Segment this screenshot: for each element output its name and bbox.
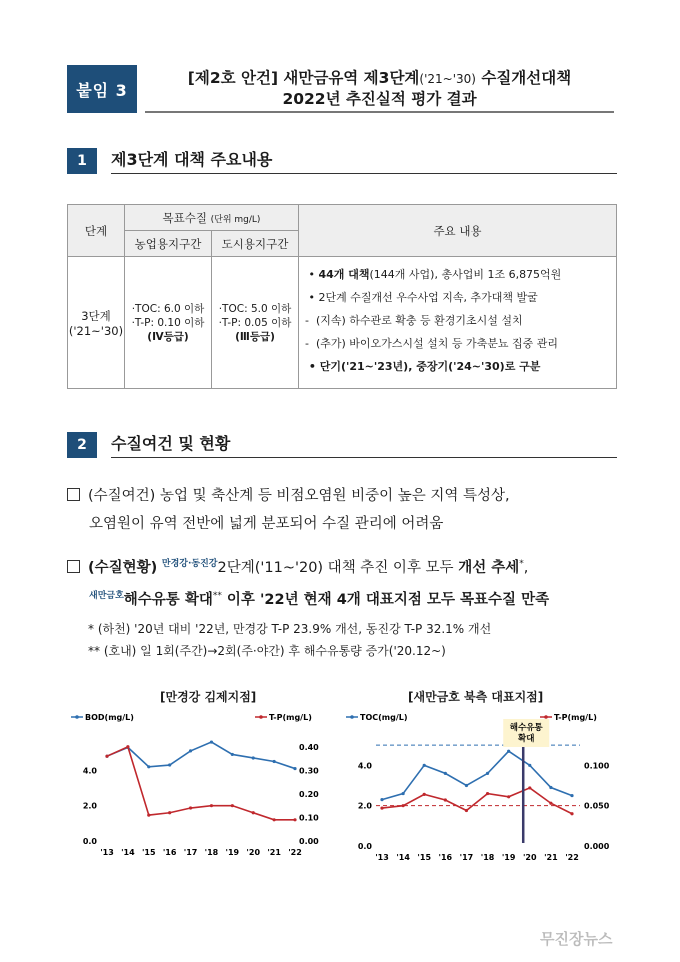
data-point <box>444 798 447 801</box>
paragraph-water-status: (수질현황) $^{만경강\cdot 동진강}$2단계('11~'20) 대책 추진 이후 모두 개선 추세*, $^{새만금호}$해수유통 확대** 이후 '22년 현재 4개 대표지점 모두 목표수질 만족 <box>67 550 627 614</box>
data-point <box>189 749 192 752</box>
paragraph-water-conditions: (수질여건) 농업 및 축산계 등 비점오염원 비중이 높은 지역 특성상, 오염원이 유역 전반에 넓게 분포되어 수질 관리에 어려움 <box>67 482 627 538</box>
left-tick-label: 2.0 <box>357 801 372 811</box>
document-title <box>145 65 614 113</box>
th-urban: 도시용지구간 <box>212 231 299 257</box>
data-point <box>252 756 255 759</box>
data-point <box>486 792 489 795</box>
data-point <box>549 802 552 805</box>
data-point <box>210 740 213 743</box>
x-tick-label: '17 <box>459 853 474 862</box>
stage-cell: 3단계 ('21~'30) <box>68 257 125 389</box>
x-tick-label: '19 <box>225 848 240 857</box>
data-point <box>444 772 447 775</box>
left-tick-label: 4.0 <box>357 761 372 771</box>
x-tick-label: '21 <box>544 853 558 862</box>
data-point <box>168 763 171 766</box>
right-tick-label: 0.30 <box>299 766 319 776</box>
data-point <box>423 793 426 796</box>
data-point <box>231 753 234 756</box>
x-tick-label: '18 <box>480 853 495 862</box>
data-point <box>252 811 255 814</box>
data-point <box>528 786 531 789</box>
content-subitem: - (추가) 바이오가스시설 설치 등 가축분뇨 집중 관리 <box>305 337 559 350</box>
data-point <box>147 813 150 816</box>
chart1-title: [만경강 김제지점] <box>160 690 257 704</box>
x-tick-label: '17 <box>183 848 198 857</box>
legend-label: T-P(mg/L) <box>269 713 312 722</box>
th-agri: 농업용지구간 <box>125 231 212 257</box>
measures-table <box>67 204 617 389</box>
data-point <box>380 806 383 809</box>
title-line-1: [제2호 안건] 새만금유역 제3단계('21~'30) 수질개선대책 <box>187 68 572 87</box>
data-point <box>210 804 213 807</box>
legend-label: T-P(mg/L) <box>554 713 597 722</box>
data-point <box>126 745 129 748</box>
legend-label: TOC(mg/L) <box>360 713 408 722</box>
agri-target-cell: ·TOC: 6.0 이하 ·T-P: 0.10 이하 (Ⅳ등급) <box>125 257 212 389</box>
footnote-2: ** (호내) 일 1회(주간)→2회(주·야간) 후 해수유통량 증가('20.12~) <box>88 644 446 658</box>
left-tick-label: 0.0 <box>357 842 372 851</box>
left-tick-label: 0.0 <box>82 837 97 846</box>
section-1-heading <box>67 148 617 174</box>
data-point <box>402 804 405 807</box>
section-number: 1 <box>67 148 97 174</box>
data-point <box>549 786 552 789</box>
section-2-heading <box>67 432 617 458</box>
data-point <box>423 764 426 767</box>
right-tick-label: 0.20 <box>299 789 319 799</box>
annotation-text: 해수유통 <box>509 723 543 733</box>
data-point <box>105 755 108 758</box>
data-point <box>507 795 510 798</box>
x-tick-label: '13 <box>375 853 389 862</box>
data-point <box>231 804 234 807</box>
left-tick-label: 4.0 <box>82 766 97 776</box>
annotation-text: 확대 <box>518 734 535 744</box>
content-bullet: • 단기('21~'23년), 중장기('24~'30)로 구분 <box>305 360 541 373</box>
right-tick-label: 0.00 <box>299 837 319 846</box>
urban-target-cell: ·TOC: 5.0 이하 ·T-P: 0.05 이하 (Ⅲ등급) <box>212 257 299 389</box>
section-number: 2 <box>67 432 97 458</box>
footnote-1: * (하천) '20년 대비 '22년, 만경강 T-P 23.9% 개선, 동진강 T-P 32.1% 개선 <box>88 622 492 636</box>
data-point <box>168 811 171 814</box>
data-point <box>465 784 468 787</box>
x-tick-label: '16 <box>162 848 177 857</box>
right-tick-label: 0.10 <box>299 813 319 823</box>
right-tick-label: 0.050 <box>584 801 610 811</box>
footnotes <box>88 618 491 662</box>
x-tick-label: '16 <box>438 853 453 862</box>
content-bullet: • 44개 대책(144개 사업), 총사업비 1조 6,875억원 <box>305 268 562 281</box>
x-tick-label: '14 <box>396 853 410 862</box>
data-point <box>570 812 573 815</box>
x-tick-label: '19 <box>501 853 516 862</box>
title-line-2: 2022년 추진실적 평가 결과 <box>282 89 477 108</box>
data-point <box>402 792 405 795</box>
chart2-title: [새만금호 북측 대표지점] <box>408 690 544 704</box>
left-tick-label: 2.0 <box>82 801 97 811</box>
x-tick-label: '15 <box>417 853 432 862</box>
section-title: 수질여건 및 현황 <box>111 432 617 458</box>
right-tick-label: 0.40 <box>299 742 319 752</box>
right-tick-label: 0.000 <box>584 842 610 851</box>
data-point <box>528 764 531 767</box>
x-tick-label: '22 <box>288 848 302 857</box>
data-point <box>189 806 192 809</box>
chart-saemangeum <box>340 705 620 865</box>
th-stage: 단계 <box>68 205 125 257</box>
series-line <box>382 751 572 799</box>
content-subitem: - (지속) 하수관로 확충 등 환경기초시설 설치 <box>305 314 523 327</box>
legend-marker <box>259 715 263 719</box>
data-point <box>147 765 150 768</box>
x-tick-label: '18 <box>204 848 219 857</box>
data-point <box>293 818 296 821</box>
data-point <box>486 772 489 775</box>
legend-marker <box>350 715 354 719</box>
legend-label: BOD(mg/L) <box>85 713 134 722</box>
x-tick-label: '20 <box>246 848 261 857</box>
section-title: 제3단계 대책 주요내용 <box>111 148 617 174</box>
checkbox-icon <box>67 488 80 501</box>
series-line <box>107 742 295 769</box>
attachment-badge: 붙임 3 <box>67 65 137 113</box>
data-point <box>273 818 276 821</box>
document-header <box>67 65 614 113</box>
chart-mangyeong <box>67 705 337 865</box>
watermark: 무진장뉴스 <box>540 930 613 948</box>
data-point <box>380 798 383 801</box>
legend-marker <box>544 715 548 719</box>
checkbox-icon <box>67 560 80 573</box>
x-tick-label: '21 <box>267 848 281 857</box>
series-line <box>107 747 295 820</box>
data-point <box>293 767 296 770</box>
right-tick-label: 0.100 <box>584 761 610 771</box>
x-tick-label: '13 <box>100 848 114 857</box>
th-content: 주요 내용 <box>299 205 617 257</box>
data-point <box>570 794 573 797</box>
x-tick-label: '20 <box>522 853 537 862</box>
legend-marker <box>75 715 79 719</box>
x-tick-label: '15 <box>141 848 156 857</box>
content-bullet: • 2단계 수질개선 우수사업 지속, 추가대책 발굴 <box>305 291 538 304</box>
x-tick-label: '22 <box>565 853 579 862</box>
content-cell <box>299 257 617 389</box>
th-target: 목표수질 (단위 mg/L) <box>125 205 299 231</box>
data-point <box>465 809 468 812</box>
x-tick-label: '14 <box>121 848 135 857</box>
series-line <box>382 788 572 814</box>
data-point <box>507 750 510 753</box>
data-point <box>273 760 276 763</box>
